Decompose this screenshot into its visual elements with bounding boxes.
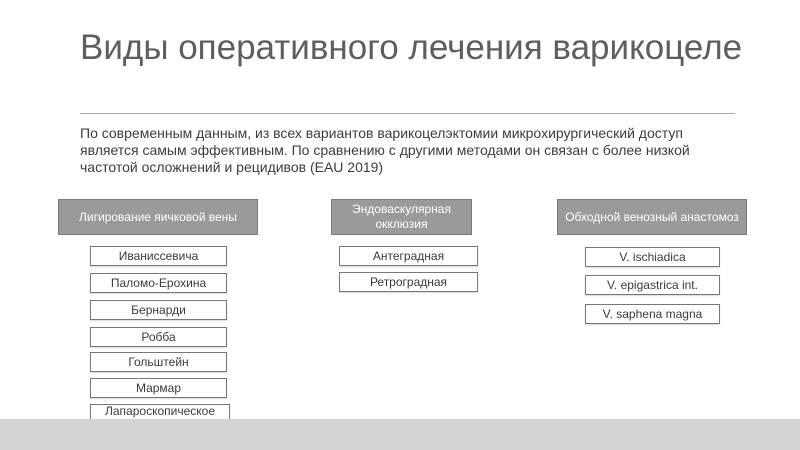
method-bernardi: Бернарди <box>90 300 227 320</box>
method-goldstein: Гольштейн <box>90 352 227 372</box>
method-palomo: Паломо-Ерохина <box>90 273 227 293</box>
method-marmar: Мармар <box>90 378 227 398</box>
method-laparoscopic: Лапароскопическое <box>90 404 230 430</box>
method-v-ischiadica: V. ischiadica <box>585 247 720 267</box>
method-antegrade: Антеградная <box>339 246 478 266</box>
slide-title: Виды оперативного лечения варикоцеле <box>80 28 743 67</box>
intro-text: По современным данным, из всех вариантов варикоцелэктомии микрохирургический доступ является самым эффективным. По сравнению с другими методами он связан с более низкой частотой осложнений и рецидивов (EAU 2019) <box>80 125 690 175</box>
method-ivanissevich: Иванисcевича <box>90 246 227 266</box>
title-divider <box>80 113 735 114</box>
header-endovascular: Эндоваскулярная окклюзия <box>331 199 472 235</box>
method-v-saphena: V. saphena magna <box>585 304 720 324</box>
method-retrograde: Ретроградная <box>339 272 478 292</box>
header-bypass-anastomosis: Обходной венозный анастомоз <box>557 199 747 235</box>
method-v-epigastrica: V. epigastrica int. <box>585 275 720 295</box>
footer-band <box>0 419 800 450</box>
header-ligation: Лигирование яичковой вены <box>58 199 258 235</box>
method-robba: Робба <box>90 327 227 347</box>
